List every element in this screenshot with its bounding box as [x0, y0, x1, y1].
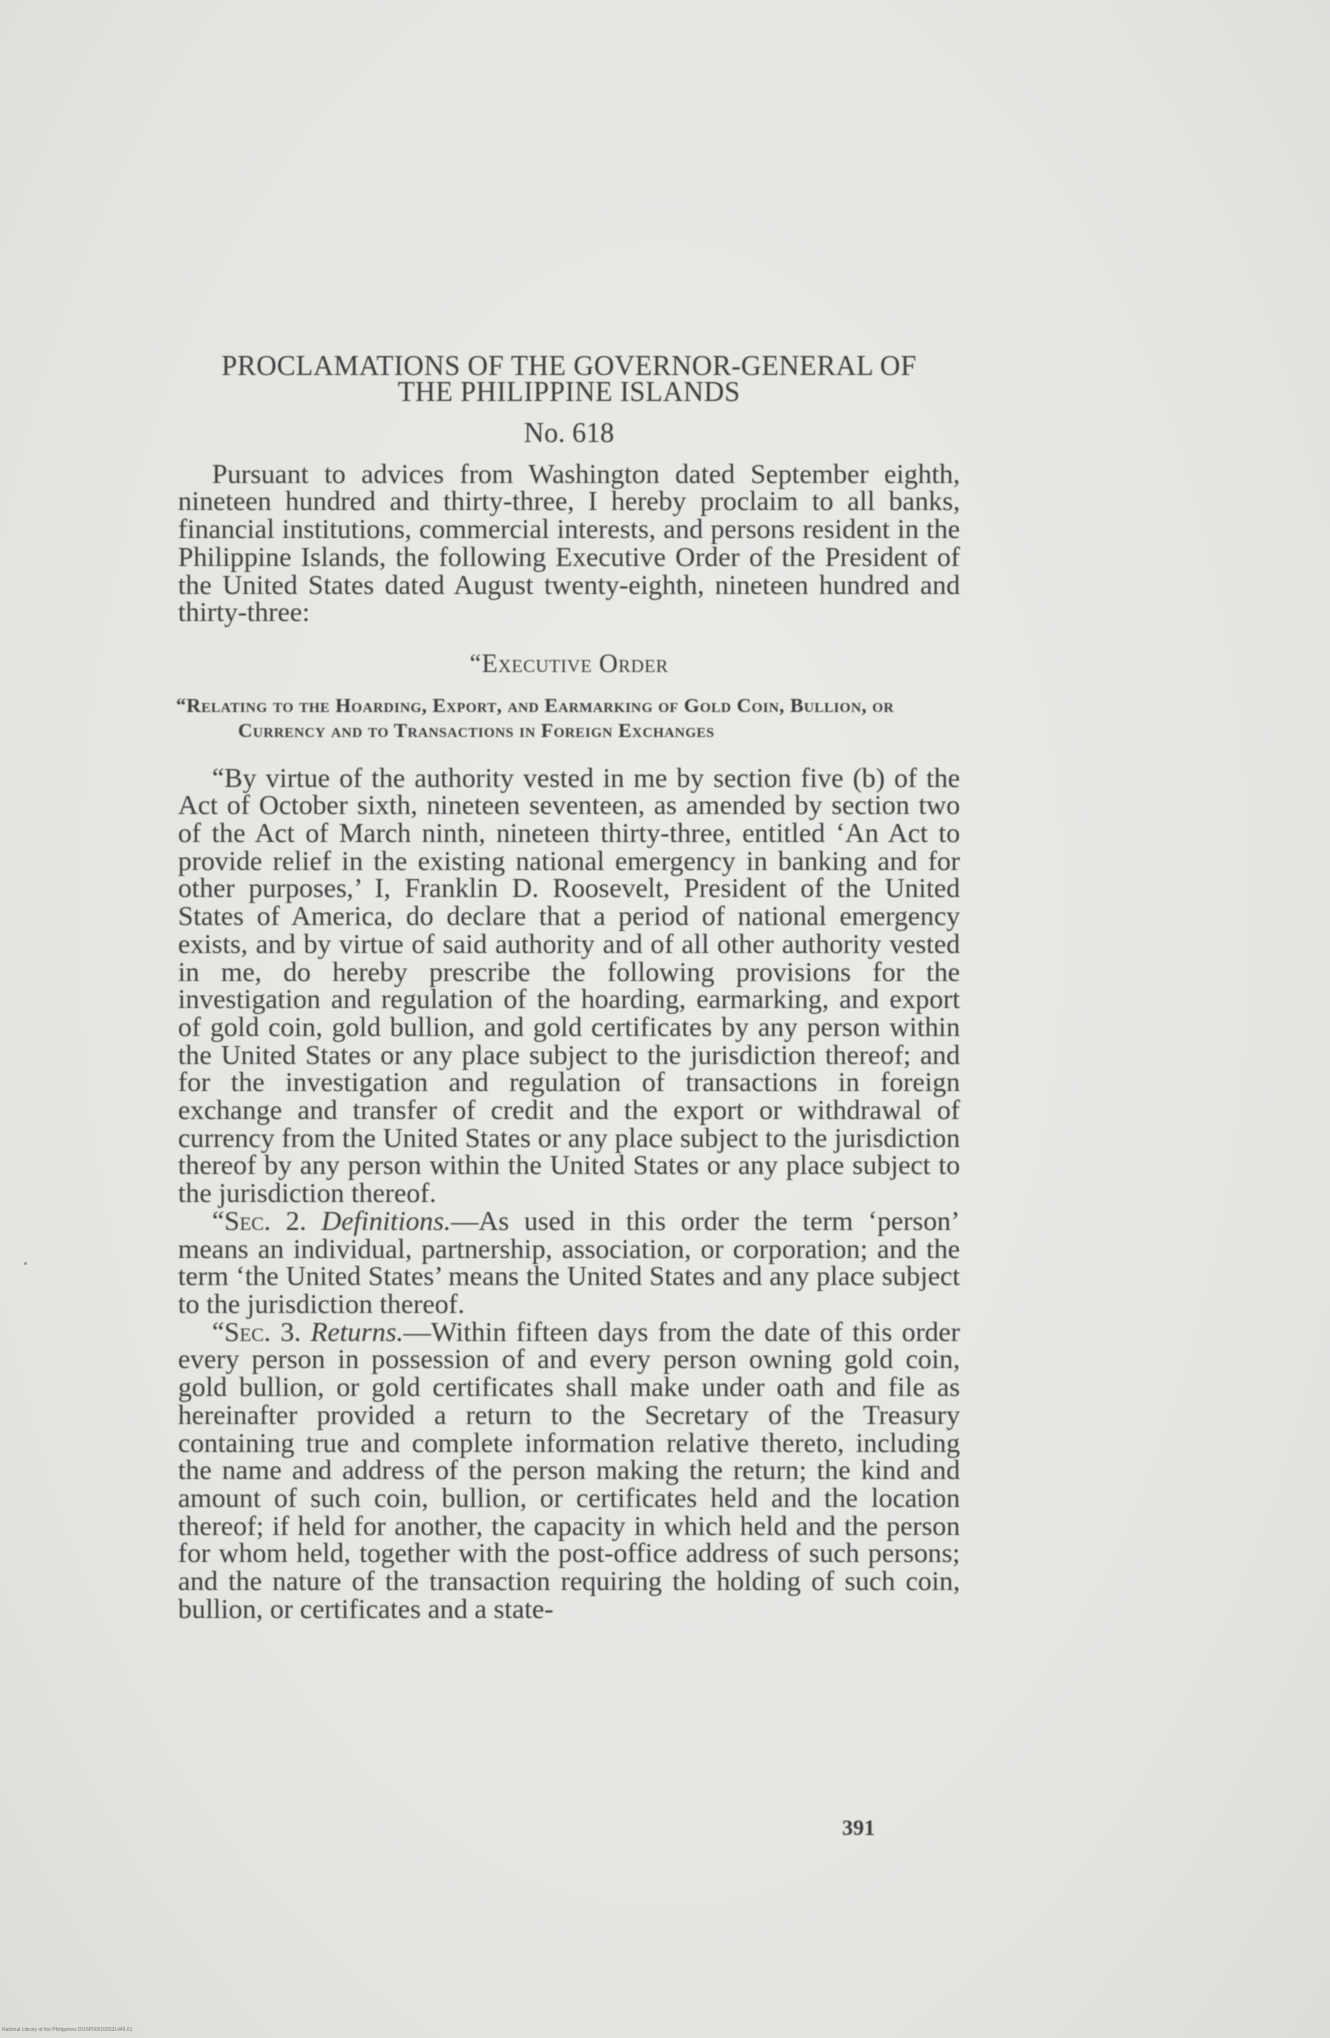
- section-2-number: . 2.: [263, 1204, 322, 1236]
- section-3-paragraph: [178, 1315, 960, 1624]
- section-2-heading: Definitions.: [321, 1204, 451, 1236]
- section-2-text: —As used in this order the term ‘person’ means an individual, partnership, association, or corporation; and the term ‘the United States’ means the United States and any place subject to the jurisdiction thereof.: [178, 1204, 960, 1319]
- section-2-paragraph: [178, 1204, 960, 1319]
- intro-paragraph: Pursuant to advices from Washington dated September eighth, nineteen hundred and thirty-three, I hereby proclaim to all banks, financial institutions, commercial interests, and persons resident in the Philippine Islands, the following Executive Order of the President of the United States dated August twenty-eighth, nineteen hundred and thirty-three:: [178, 457, 960, 628]
- scan-footer-mark: National Library of the Philippines DOSP000109331449.01: [2, 2027, 133, 2033]
- section-3-heading: Returns.: [310, 1315, 404, 1347]
- executive-order-subtitle: “Relating to the Hoarding, Export, and Earmarking of Gold Coin, Bullion, or Currency and to Transactions in Foreign Exchanges: [176, 694, 895, 742]
- heading-line-1: PROCLAMATIONS OF THE GOVERNOR-GENERAL OF: [221, 351, 917, 382]
- proclamation-heading: [178, 351, 960, 408]
- section-3-text: —Within fifteen days from the date of this order every person in possession of and every person owning gold coin, gold bullion, or gold certificates shall make under oath and file as hereinafter provided a return to the Secretary of the Treasury containing true and complete information relative thereto, including the name and address of the person making the return; the kind and amount of such coin, bullion, or certificates held and the location thereof; if held for another, the capacity in which held and the person for whom held, together with the post-office address of such persons; and the nature of the transaction requiring the holding of such coin, bullion, or certificates and a state-: [178, 1315, 960, 1624]
- document-text: [176, 351, 960, 1624]
- heading-line-2: THE PHILIPPINE ISLANDS: [397, 377, 741, 408]
- section-3-number: . 3.: [263, 1315, 311, 1347]
- scan-speck: [24, 1262, 27, 1265]
- section-3-prefix: “Sec: [212, 1315, 264, 1347]
- page-number: 391: [842, 1815, 875, 1840]
- body-paragraph-1: “By virtue of the authority vested in me by section five (b) of the Act of October sixth, nineteen seventeen, as amended by section two of the Act of March ninth, nineteen thirty-three, entitled ‘An Act to provide relief in the existing national emergency in banking and for other purposes,’ I, Franklin D. Roosevelt, President of the United States of America, do declare that a period of national emergency exists, and by virtue of said authority and of all other authority vested in me, do hereby prescribe the following provisions for the investigation and regulation of the hoarding, earmarking, and export of gold coin, gold bullion, and gold certificates by any person within the United States or any place subject to the jurisdiction thereof; and for the investigation and regulation of transactions in foreign exchange and transfer of credit and the export or withdrawal of currency from the United States or any place subject to the jurisdiction thereof by any person within the United States or any place subject to the jurisdiction thereof.: [178, 761, 960, 1209]
- proclamation-number: No. 618: [523, 418, 615, 449]
- section-2-prefix: “Sec: [212, 1204, 264, 1236]
- executive-order-title: “Executive Order: [469, 648, 669, 678]
